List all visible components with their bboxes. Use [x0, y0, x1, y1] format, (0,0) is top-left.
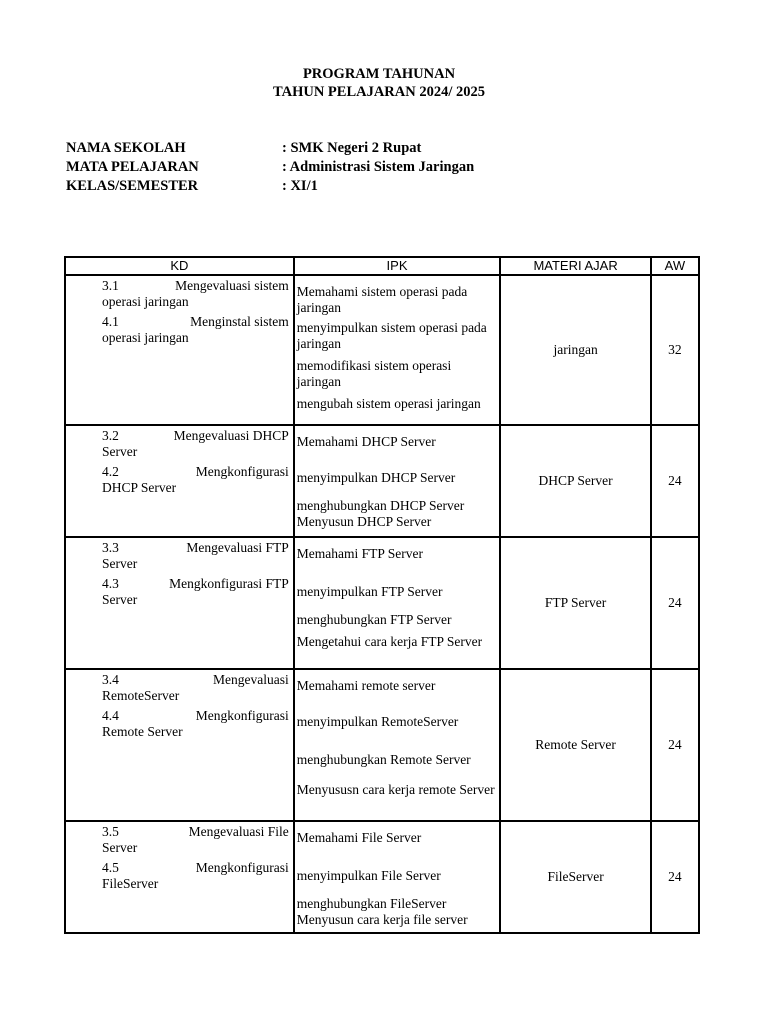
kd-text-continued: Server — [102, 592, 138, 607]
materi-cell: Remote Server — [500, 669, 650, 821]
ipk-item: menghubungkan DHCP Server — [296, 498, 465, 513]
info-value: : XI/1 — [282, 178, 318, 194]
info-label: KELAS/SEMESTER — [66, 178, 199, 194]
info-label: MATA PELAJARAN — [66, 159, 199, 175]
kd-text: Mengevaluasi File — [188, 824, 289, 839]
kd-text: Mengkonfigurasi — [195, 464, 289, 479]
header-materi: MATERI AJAR — [500, 257, 650, 275]
table-row — [65, 275, 699, 425]
header-ipk: IPK — [294, 257, 501, 275]
ipk-item: memodifikasi sistem operasi jaringan — [296, 358, 452, 389]
kd-number: 3.3 — [102, 540, 119, 555]
ipk-item: menyimpulkan RemoteServer — [296, 714, 459, 729]
ipk-item: Memahami sistem operasi pada jaringan — [296, 284, 468, 315]
kd-item — [102, 860, 289, 892]
kd-item — [102, 314, 289, 346]
kd-cell — [65, 669, 294, 821]
ipk-cell — [294, 821, 501, 933]
kd-number: 3.2 — [102, 428, 119, 443]
table-header-row — [65, 257, 699, 275]
kd-text: Mengevaluasi sistem — [175, 278, 289, 293]
ipk-item: menyimpulkan FTP Server — [296, 584, 443, 599]
ipk-item: Mengetahui cara kerja FTP Server — [296, 634, 483, 649]
header-aw: AW — [651, 257, 699, 275]
kd-text-continued: DHCP Server — [102, 480, 177, 495]
ipk-cell — [294, 669, 501, 821]
table-row — [65, 821, 699, 933]
ipk-item: menghubungkan FileServer — [296, 896, 447, 911]
kd-number: 4.2 — [102, 464, 119, 479]
aw-cell: 24 — [651, 537, 699, 669]
kd-item — [102, 576, 289, 608]
kd-item — [102, 428, 289, 460]
kd-number: 4.3 — [102, 576, 119, 591]
header-kd: KD — [65, 257, 294, 275]
kd-cell — [65, 425, 294, 537]
kd-text-continued: FileServer — [102, 876, 159, 891]
materi-cell: DHCP Server — [500, 425, 650, 537]
table-row — [65, 425, 699, 537]
document-title: PROGRAM TAHUNAN — [302, 66, 456, 82]
kd-item — [102, 278, 289, 310]
ipk-cell — [294, 537, 501, 669]
ipk-item: menyimpulkan sistem operasi pada jaringan — [296, 320, 487, 351]
kd-item — [102, 824, 289, 856]
kd-text: Mengkonfigurasi — [195, 860, 289, 875]
kd-text-continued: Server — [102, 840, 138, 855]
kd-item — [102, 672, 289, 704]
info-label: NAMA SEKOLAH — [66, 140, 186, 156]
kd-cell — [65, 821, 294, 933]
info-value: : Administrasi Sistem Jaringan — [282, 159, 475, 175]
kd-item — [102, 540, 289, 572]
ipk-item: menyimpulkan DHCP Server — [296, 470, 456, 485]
ipk-item: Memahami File Server — [296, 830, 422, 845]
kd-number: 4.4 — [102, 708, 119, 723]
kd-text: Menginstal sistem — [190, 314, 289, 329]
aw-cell: 24 — [651, 425, 699, 537]
kd-text: Mengkonfigurasi — [195, 708, 289, 723]
kd-text: Mengevaluasi FTP — [186, 540, 289, 555]
kd-text-continued: operasi jaringan — [102, 294, 189, 309]
kd-text: Mengevaluasi DHCP — [173, 428, 289, 443]
kd-text-continued: Remote Server — [102, 724, 183, 739]
ipk-cell — [294, 275, 501, 425]
ipk-item: Menyusun DHCP Server — [296, 514, 432, 529]
kd-cell — [65, 537, 294, 669]
kd-item — [102, 708, 289, 740]
ipk-item: Menyususn cara kerja remote Server — [296, 782, 495, 797]
aw-cell: 24 — [651, 669, 699, 821]
aw-cell: 24 — [651, 821, 699, 933]
materi-cell: jaringan — [500, 275, 650, 425]
kd-text-continued: Server — [102, 556, 138, 571]
kd-cell — [65, 275, 294, 425]
kd-item — [102, 464, 289, 496]
table-row — [65, 537, 699, 669]
ipk-cell — [294, 425, 501, 537]
ipk-item: Menyusun cara kerja file server — [296, 912, 468, 927]
kd-number: 3.4 — [102, 672, 119, 687]
ipk-item: Memahami DHCP Server — [296, 434, 436, 449]
kd-text-continued: operasi jaringan — [102, 330, 189, 345]
aw-cell: 32 — [651, 275, 699, 425]
kd-text: Mengevaluasi — [212, 672, 289, 687]
kd-number: 3.5 — [102, 824, 119, 839]
materi-cell: FileServer — [500, 821, 650, 933]
info-value: : SMK Negeri 2 Rupat — [282, 140, 422, 156]
program-table — [64, 256, 700, 934]
kd-number: 4.1 — [102, 314, 119, 329]
kd-text-continued: RemoteServer — [102, 688, 180, 703]
kd-number: 3.1 — [102, 278, 119, 293]
kd-text: Mengkonfigurasi FTP — [169, 576, 289, 591]
ipk-item: Memahami FTP Server — [296, 546, 423, 561]
ipk-item: menghubungkan Remote Server — [296, 752, 471, 767]
materi-cell: FTP Server — [500, 537, 650, 669]
document-subtitle: TAHUN PELAJARAN 2024/ 2025 — [273, 84, 485, 100]
kd-number: 4.5 — [102, 860, 119, 875]
ipk-item: mengubah sistem operasi jaringan — [296, 396, 481, 411]
ipk-item: menyimpulkan File Server — [296, 868, 441, 883]
ipk-item: Memahami remote server — [296, 678, 436, 693]
ipk-item: menghubungkan FTP Server — [296, 612, 452, 627]
table-row — [65, 669, 699, 821]
kd-text-continued: Server — [102, 444, 138, 459]
